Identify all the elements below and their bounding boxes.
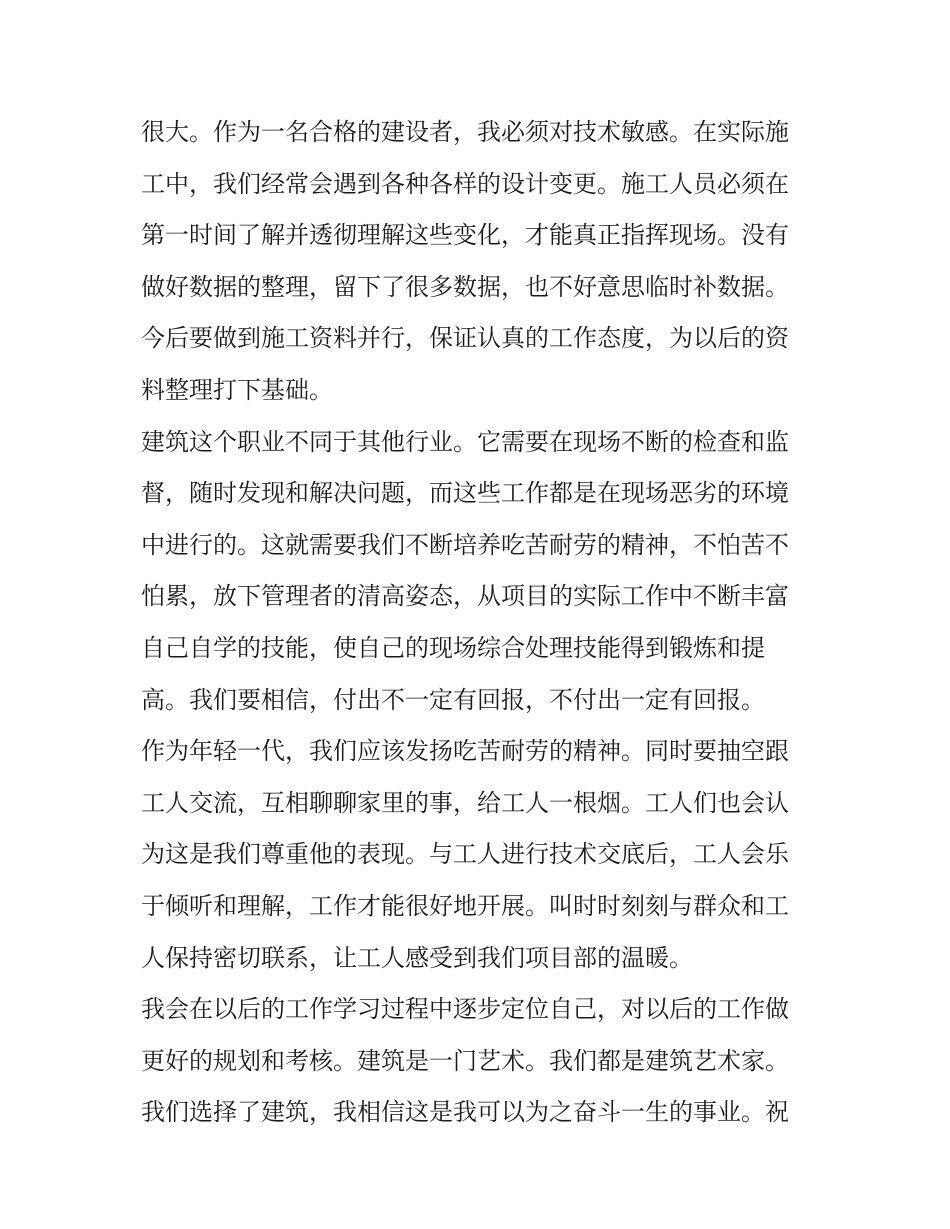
document-body [141,107,821,1139]
text-line: 料整理打下基础。 [141,375,333,404]
text-line: 工中，我们经常会遇到各种各样的设计变更。施工人员必须在 [141,169,789,198]
text-line: 做好数据的整理，留下了很多数据，也不好意思临时补数据。 [141,272,789,301]
text-line: 建筑这个职业不同于其他行业。它需要在现场不断的检查和监 [141,427,789,456]
text-line: 为这是我们尊重他的表现。与工人进行技术交底后，工人会乐 [141,840,789,869]
text-line: 我会在以后的工作学习过程中逐步定位自己，对以后的工作做 [141,995,789,1024]
text-line: 中进行的。这就需要我们不断培养吃苦耐劳的精神，不怕苦不 [141,530,789,559]
text-line: 人保持密切联系，让工人感受到我们项目部的温暖。 [141,943,693,972]
text-line: 督，随时发现和解决问题，而这些工作都是在现场恶劣的环境 [141,479,789,508]
text-line: 很大。作为一名合格的建设者，我必须对技术敏感。在实际施 [141,118,789,146]
text-line: 今后要做到施工资料并行，保证认真的工作态度，为以后的资 [141,324,789,353]
text-line: 更好的规划和考核。建筑是一门艺术。我们都是建筑艺术家。 [141,1046,789,1075]
text-line: 于倾听和理解，工作才能很好地开展。叫时时刻刻与群众和工 [141,891,789,920]
text-line: 我们选择了建筑，我相信这是我可以为之奋斗一生的事业。祝 [141,1098,789,1127]
text-line: 怕累，放下管理者的清高姿态，从项目的实际工作中不断丰富 [141,582,789,611]
text-line: 第一时间了解并透彻理解这些变化，才能真正指挥现场。没有 [141,221,789,250]
text-line: 自己自学的技能，使自己的现场综合处理技能得到锻炼和提 [141,633,765,662]
text-line: 高。我们要相信，付出不一定有回报，不付出一定有回报。 [141,685,765,714]
text-line: 作为年轻一代，我们应该发扬吃苦耐劳的精神。同时要抽空跟 [141,737,789,766]
text-line: 工人交流，互相聊聊家里的事，给工人一根烟。工人们也会认 [141,788,789,817]
